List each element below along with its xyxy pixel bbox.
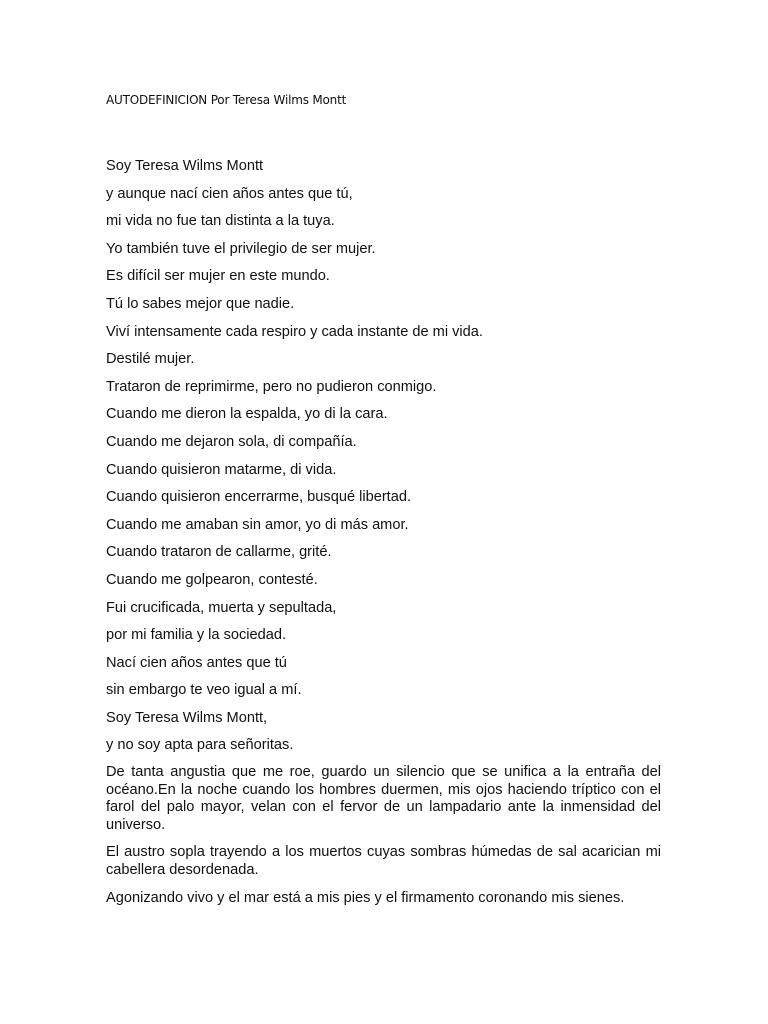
- poem-line: Cuando quisieron matarme, di vida.: [106, 461, 337, 478]
- poem-line: Nací cien años antes que tú: [106, 654, 287, 671]
- poem-line: Fui crucificada, muerta y sepultada,: [106, 599, 337, 616]
- prose-paragraph: Agonizando vivo y el mar está a mis pies y el firmamento coronando mis sienes.: [106, 890, 625, 906]
- poem-line: Tú lo sabes mejor que nadie.: [106, 295, 295, 312]
- document-title: AUTODEFINICION Por Teresa Wilms Montt: [106, 93, 347, 107]
- poem-line: Soy Teresa Wilms Montt,: [106, 709, 268, 726]
- poem-line: Viví intensamente cada respiro y cada instante de mi vida.: [106, 323, 483, 340]
- poem-line: Cuando me golpearon, contesté.: [106, 571, 318, 588]
- poem-line: Cuando me dieron la espalda, yo di la cara.: [106, 406, 388, 423]
- poem-line: Cuando trataron de callarme, grité.: [106, 544, 332, 561]
- poem-line: Destilé mujer.: [106, 351, 195, 368]
- poem-line: Yo también tuve el privilegio de ser mujer.: [106, 240, 376, 257]
- prose-paragraph: El austro sopla trayendo a los muertos cuyas sombras húmedas de sal acarician mi cabellera desordenada.: [106, 844, 661, 878]
- poem-line: Es difícil ser mujer en este mundo.: [106, 268, 330, 285]
- poem-line: Cuando me dejaron sola, di compañía.: [106, 433, 357, 450]
- poem-line: por mi familia y la sociedad.: [106, 627, 287, 644]
- poem: [106, 155, 662, 762]
- poem-line: Cuando me amaban sin amor, yo di más amor.: [106, 516, 409, 533]
- poem-line: Trataron de reprimirme, pero no pudieron conmigo.: [106, 378, 437, 395]
- prose-paragraph: De tanta angustia que me roe, guardo un silencio que se unifica a la entraña del océano.En la noche cuando los hombres duermen, mis ojos haciendo tríptico con el farol del palo mayor, velan con el fervor de un lampadario ante la inmensidad del universo.: [106, 764, 661, 833]
- poem-line: y no soy apta para señoritas.: [106, 737, 294, 754]
- poem-line: mi vida no fue tan distinta a la tuya.: [106, 213, 335, 230]
- poem-line: y aunque nací cien años antes que tú,: [106, 185, 353, 202]
- poem-line: Cuando quisieron encerrarme, busqué libertad.: [106, 489, 412, 506]
- poem-line: Soy Teresa Wilms Montt: [106, 158, 264, 174]
- poem-line: sin embargo te veo igual a mí.: [106, 682, 302, 699]
